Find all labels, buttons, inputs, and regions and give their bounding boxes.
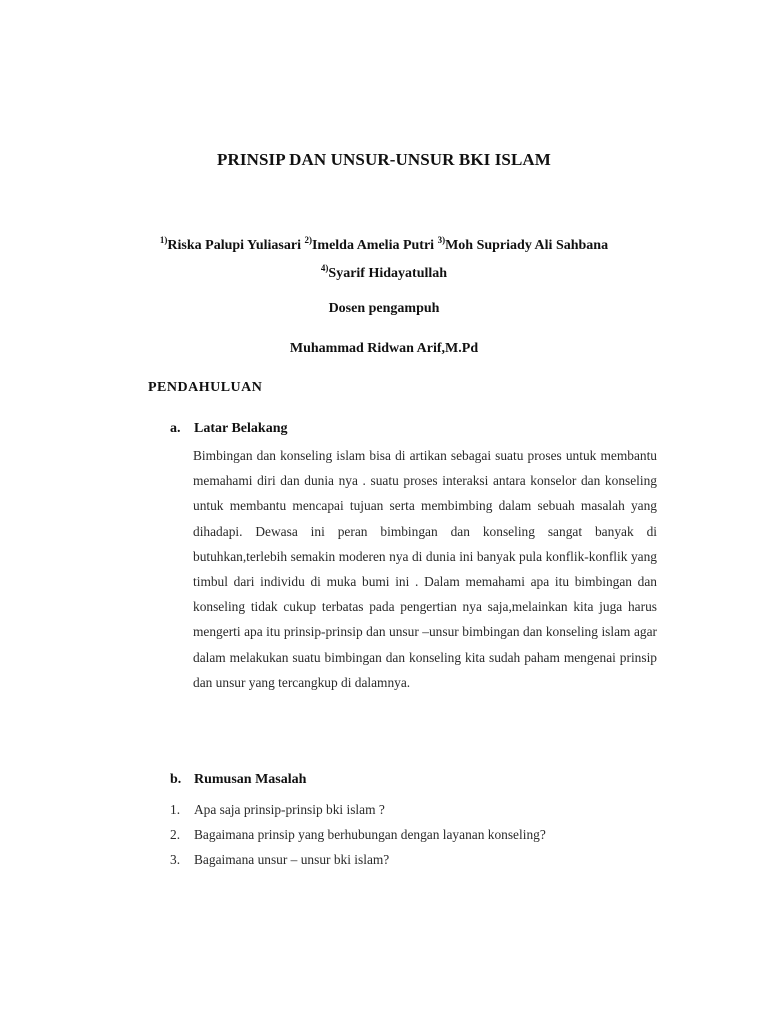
subsection-b-title: Rumusan Masalah — [194, 772, 307, 787]
list-item-text: Bagaimana unsur – unsur bki islam? — [194, 852, 390, 868]
author-2-name: Imelda Amelia Putri — [311, 238, 438, 253]
author-3-name: Moh Supriady Ali Sahbana — [445, 238, 609, 253]
subsection-a-marker: a. — [170, 421, 181, 436]
subsection-a-heading — [170, 421, 287, 437]
author-1-marker: 1) — [159, 235, 168, 245]
list-item-number: 2. — [170, 827, 181, 843]
background-paragraph: Bimbingan dan konseling islam bisa di artikan sebagai suatu proses untuk membantu memahami diri dan dunia nya . suatu proses interaksi antara konselor dan konseling untuk membantu mencapai tujuan serta membimbing dalam sebuah masalah yang dihadapi. Dewasa ini peran bimbingan dan konseling sangat banyak di butuhkan,terlebih semakin moderen nya di dunia ini banyak pula konflik-konflik yang timbul dari individu di muka bumi ini . Dalam memahami apa itu bimbingan dan konseling tidak cukup terbatas pada pengertian nya saja,melainkan kita juga harus mengerti apa itu prinsip-prinsip dan unsur –unsur bimbingan dan konseling islam agar dalam melakukan suatu bimbingan dan konseling kita sudah paham mengenai prinsip dan unsur yang tercangkup di dalamnya. — [193, 448, 657, 690]
author-list — [120, 232, 648, 288]
author-line-1 — [120, 232, 648, 260]
list-item-text: Bagaimana prinsip yang berhubungan dengan layanan konseling? — [194, 827, 546, 843]
lecturer-label: Dosen pengampuh — [328, 301, 440, 316]
author-1-name: Riska Palupi Yuliasari — [167, 238, 305, 253]
list-item-text: Apa saja prinsip-prinsip bki islam ? — [194, 802, 385, 817]
document-title: PRINSIP DAN UNSUR-UNSUR BKI ISLAM — [217, 150, 551, 169]
subsection-b-marker: b. — [170, 772, 182, 787]
list-item — [170, 822, 670, 847]
author-1 — [159, 235, 305, 253]
list-item — [170, 797, 670, 822]
section-heading: PENDAHULUAN — [148, 380, 263, 395]
author-4-name: Syarif Hidayatullah — [328, 266, 448, 281]
subsection-b-heading — [170, 772, 306, 788]
author-4 — [320, 263, 448, 281]
author-3-marker: 3) — [437, 235, 446, 245]
author-2 — [304, 235, 438, 253]
list-item-number: 1. — [170, 802, 181, 817]
author-3 — [437, 235, 609, 253]
subsection-a-title: Latar Belakang — [194, 421, 288, 436]
list-item — [170, 847, 670, 872]
question-list — [170, 797, 670, 873]
list-item-number: 3. — [170, 852, 181, 868]
author-4-marker: 4) — [320, 263, 329, 273]
lecturer-name: Muhammad Ridwan Arif,M.Pd — [289, 341, 479, 356]
author-2-marker: 2) — [304, 235, 312, 245]
author-line-2 — [120, 260, 648, 288]
